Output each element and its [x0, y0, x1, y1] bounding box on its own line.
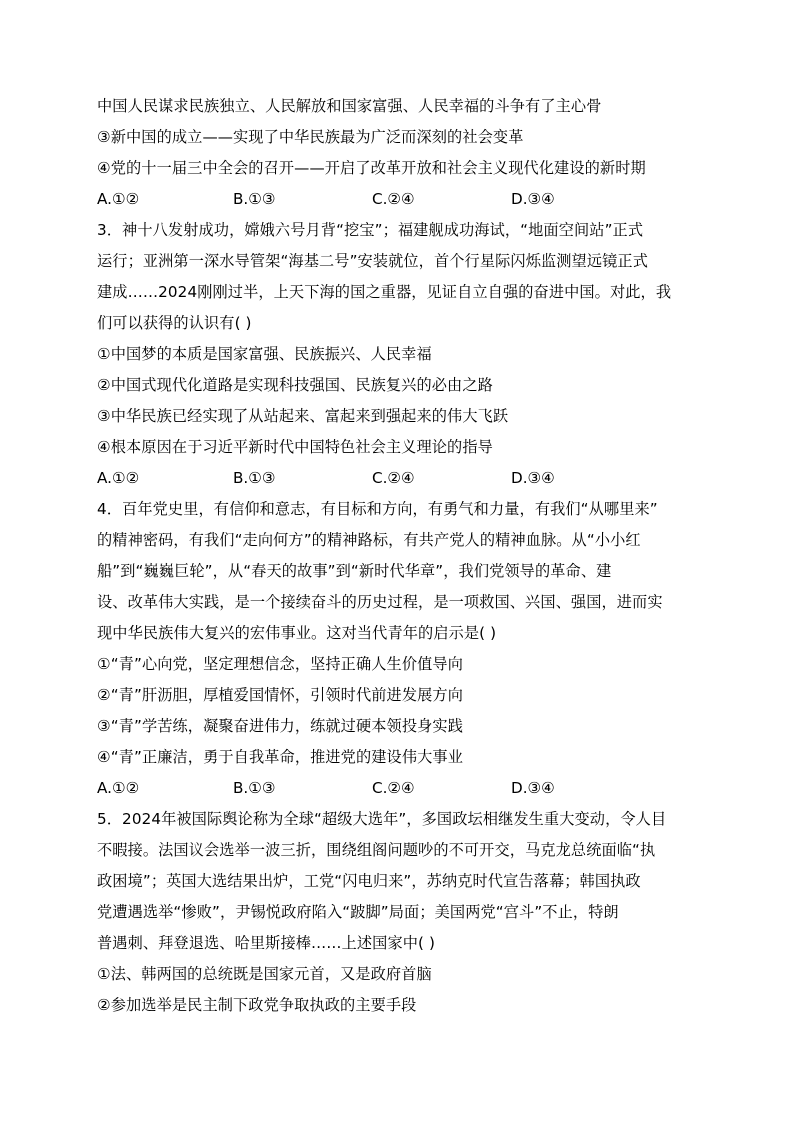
q4-stem-line-2: 的精神密码，有我们“走向何方”的精神路标，有共产党人的精神血脉。从“小小红 — [97, 531, 641, 549]
q3-option-d: D.③④ — [511, 469, 555, 487]
q5-stem-line-5: 普遇刺、拜登退选、哈里斯接棒……上述国家中( ) — [97, 934, 436, 952]
q4-item-3: ③“青”学苦练，凝聚奋进伟力，练就过硬本领投身实践 — [97, 717, 463, 735]
q2-option-a: A.①② — [97, 190, 140, 208]
q5-stem-line-4: 党遭遇选举“惨败”，尹锡悦政府陷入“跛脚”局面；美国两党“宫斗”不止，特朗 — [97, 903, 619, 921]
q4-item-2: ②“青”肝沥胆，厚植爱国情怀，引领时代前进发展方向 — [97, 686, 463, 704]
q3-stem-line-2: 运行；亚洲第一深水导管架“海基二号”安装就位，首个行星际闪烁监测望远镜正式 — [97, 252, 648, 270]
q4-options — [97, 778, 717, 798]
q3-stem-line-4: 们可以获得的认识有( ) — [97, 314, 252, 332]
q3-item-2: ②中国式现代化道路是实现科技强国、民族复兴的必由之路 — [97, 376, 493, 394]
q4-stem-line-5: 现中华民族伟大复兴的宏伟事业。这对当代青年的启示是( ) — [97, 624, 497, 642]
q4-item-4: ④“青”正廉洁，勇于自我革命，推进党的建设伟大事业 — [97, 748, 463, 766]
q3-option-c: C.②④ — [372, 469, 415, 487]
q4-option-b: B.①③ — [233, 779, 276, 797]
q3-option-b: B.①③ — [233, 469, 276, 487]
q2-option-d: D.③④ — [511, 190, 555, 208]
q4-stem-line-3: 船”到“巍巍巨轮”，从“春天的故事”到“新时代华章”，我们党领导的革命、建 — [97, 562, 612, 580]
q3-stem-line-1: 3．神十八发射成功，嫦娥六号月背“挖宝”；福建舰成功海试，“地面空间站”正式 — [97, 221, 644, 239]
q3-options — [97, 468, 717, 488]
q3-stem-line-3: 建成……2024刚刚过半，上天下海的国之重器，见证自立自强的奋进中国。对此，我 — [97, 283, 672, 301]
q4-option-c: C.②④ — [372, 779, 415, 797]
q4-item-1: ①“青”心向党，坚定理想信念，坚持正确人生价值导向 — [97, 655, 463, 673]
q4-option-d: D.③④ — [511, 779, 555, 797]
q4-stem-line-4: 设、改革伟大实践，是一个接续奋斗的历史过程，是一项救国、兴国、强国，进而实 — [97, 593, 663, 611]
q3-item-1: ①中国梦的本质是国家富强、民族振兴、人民幸福 — [97, 345, 432, 363]
q5-stem-line-1: 5．2024年被国际舆论称为全球“超级大选年”，多国政坛相继发生重大变动，令人目 — [97, 810, 667, 828]
q5-stem-line-3: 政困境”；英国大选结果出炉，工党“闪电归来”，苏纳克时代宣告落幕；韩国执政 — [97, 872, 641, 890]
q2-tail-line-2: ③新中国的成立——实现了中华民族最为广泛而深刻的社会变革 — [97, 128, 524, 146]
q3-option-a: A.①② — [97, 469, 140, 487]
q3-item-3: ③中华民族已经实现了从站起来、富起来到强起来的伟大飞跃 — [97, 407, 509, 425]
q4-option-a: A.①② — [97, 779, 140, 797]
q5-item-2: ②参加选举是民主制下政党争取执政的主要手段 — [97, 996, 417, 1014]
q2-tail-line-3: ④党的十一届三中全会的召开——开启了改革开放和社会主义现代化建设的新时期 — [97, 159, 646, 177]
q4-stem-line-1: 4．百年党史里，有信仰和意志，有目标和方向，有勇气和力量，有我们“从哪里来” — [97, 500, 658, 518]
q3-item-4: ④根本原因在于习近平新时代中国特色社会主义理论的指导 — [97, 438, 493, 456]
q5-stem-line-2: 不暇接。法国议会选举一波三折，围绕组阁问题吵的不可开交，马克龙总统面临“执 — [97, 841, 656, 859]
q5-item-1: ①法、韩两国的总统既是国家元首，又是政府首脑 — [97, 965, 432, 983]
q2-tail-line-1: 中国人民谋求民族独立、人民解放和国家富强、人民幸福的斗争有了主心骨 — [97, 97, 602, 115]
q2-options — [97, 189, 717, 209]
q2-option-b: B.①③ — [233, 190, 276, 208]
q2-option-c: C.②④ — [372, 190, 415, 208]
